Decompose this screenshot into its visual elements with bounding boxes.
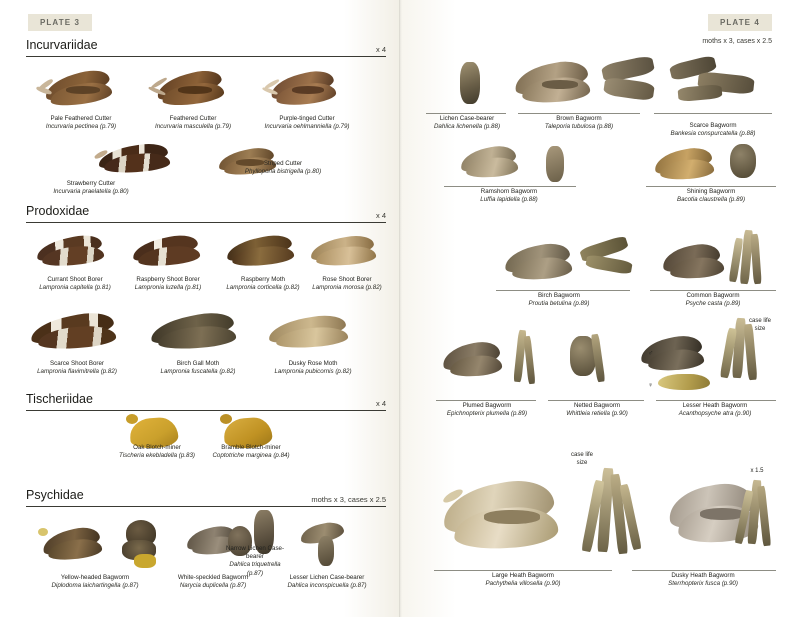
common-name: Purple-tinged Cutter (279, 115, 335, 122)
family-name: Incurvariidae (26, 38, 98, 52)
scientific-name: Acanthopsyche atra (p.90) (678, 410, 752, 418)
caption-whittleia-retiella (542, 402, 652, 418)
scientific-name: Narycia duplicella (p.87) (179, 582, 247, 590)
case-image-pachythelia-villosella (582, 466, 652, 566)
caption-diplodoma-laichartingella (40, 574, 150, 590)
common-name: Rose Shoot Borer (322, 276, 372, 283)
scientific-name: Proutia betulina (p.89) (528, 300, 590, 308)
specimen-image-dahlica-inconspicuella (296, 518, 354, 568)
common-name: Currant Shoot Borer (47, 276, 103, 283)
caption-acanthopsyche-atra (660, 402, 770, 418)
case-image-epichnopterix-plumella (504, 328, 552, 392)
specimen-image-incurvaria-oehlmanniella (262, 62, 354, 110)
caption-lampronia-morosa (292, 276, 402, 292)
common-name: Raspberry Shoot Borer (136, 276, 200, 283)
caption-rule (650, 290, 776, 291)
caption-proutia-betulina (504, 292, 614, 308)
caption-rule (632, 570, 776, 571)
caption-incurvaria-pectinea (26, 115, 136, 131)
specimen-image-lampronia-luzella (128, 228, 214, 272)
scientific-name: Dahlica inconspicuella (p.87) (287, 582, 367, 590)
right-scale-note: moths x 3, cases x 2.5 (702, 38, 772, 45)
caption-rule (436, 400, 536, 401)
scientific-name: Tischeria ekebladella (p.83) (119, 452, 195, 460)
family-name: Psychidae (26, 488, 84, 502)
case-image-taleporia-tubulosa (598, 52, 660, 114)
common-name: Narrow Lichen Case-bearer (225, 545, 285, 561)
common-name: Bramble Blotch-miner (221, 444, 281, 451)
caption-lampronia-flavimitrella (22, 360, 132, 376)
caption-bacotia-claustrella (656, 188, 766, 204)
caption-rule (518, 113, 640, 114)
scientific-name: Phylloporia bistrigella (p.80) (244, 168, 322, 176)
specimen-image-lampronia-pubicornis (264, 308, 362, 354)
scientific-name: Epichnopterix plumella (p.89) (446, 410, 528, 418)
page-gutter (399, 0, 402, 617)
caption-sterrhopterix-fusca (648, 572, 758, 588)
common-name: Lichen Case-bearer (439, 115, 495, 122)
caption-lampronia-luzella (113, 276, 223, 292)
annotation-female-symbol: ♀ (648, 382, 654, 389)
caption-incurvaria-oehlmanniella (252, 115, 362, 131)
scientific-name: Bacotia claustrella (p.89) (676, 196, 746, 204)
common-name: Yellow-headed Bagworm (60, 574, 130, 581)
scientific-name: Diplodoma laichartingella (p.87) (51, 582, 139, 590)
scientific-name: Pachythelia villosella (p.90) (485, 580, 561, 588)
annotation-scale-x15: x 1.5 (750, 468, 764, 474)
caption-dahlica-lichenella (412, 115, 522, 131)
caption-bankesia-conspurcatella (658, 122, 768, 138)
caption-luffia-lapidella (454, 188, 564, 204)
specimen-image-acanthopsyche-atra-larva (656, 368, 716, 398)
family-heading-prodoxidae (26, 202, 386, 223)
scientific-name: Taleporia tubulosa (p.88) (544, 123, 614, 131)
specimen-image-pachythelia-villosella (436, 470, 576, 562)
scientific-name: Lampronia morosa (p.82) (312, 284, 382, 292)
specimen-image-luffia-lapidella (456, 140, 528, 184)
common-name: Birch Gall Moth (176, 360, 220, 367)
specimen-image-proutia-betulina (500, 238, 584, 288)
caption-rule (548, 400, 644, 401)
caption-incurvaria-praelatella (36, 180, 146, 196)
specimen-image-bacotia-claustrella (650, 142, 724, 188)
specimen-image-epichnopterix-plumella (438, 336, 514, 384)
scientific-name: Lampronia fuscatella (p.82) (160, 368, 236, 376)
common-name: Birch Bagworm (538, 292, 580, 299)
scientific-name: Sterrhopterix fusca (p.90) (668, 580, 738, 588)
caption-pachythelia-villosella (468, 572, 578, 588)
specimen-image-incurvaria-masculella (148, 62, 240, 110)
caption-incurvaria-masculella (138, 115, 248, 131)
annotation-male-symbol: ♂ (648, 350, 654, 357)
common-name: Oak Blotch-miner (133, 444, 181, 451)
common-name: Scarce Bagworm (689, 122, 737, 129)
case-image-bankesia-conspurcatella (668, 52, 764, 112)
scientific-name: Lampronia flavimitrella (p.82) (37, 368, 117, 376)
case-image-bacotia-claustrella (722, 138, 772, 188)
common-name: Scarce Shoot Borer (50, 360, 104, 367)
specimen-image-dahlica-lichenella (448, 58, 494, 110)
case-image-acanthopsyche-atra (720, 316, 776, 398)
annotation-case-life-size-2: case life size (570, 452, 593, 466)
specimen-image-lampronia-morosa (306, 228, 392, 272)
case-image-psyche-casta (726, 228, 778, 292)
caption-psyche-casta (658, 292, 768, 308)
scientific-name: Lampronia capitella (p.81) (39, 284, 111, 292)
common-name: Lesser Heath Bagworm (682, 402, 748, 409)
scientific-name: Incurvaria pectinea (p.79) (45, 123, 117, 131)
scientific-name: Lampronia luzella (p.81) (134, 284, 202, 292)
scientific-name: Incurvaria masculella (p.79) (155, 123, 231, 131)
specimen-image-lampronia-capitella (32, 228, 118, 272)
caption-coptotriche-marginea (196, 444, 306, 460)
family-scale: x 4 (375, 399, 386, 408)
common-name: White-speckled Bagworm (177, 574, 249, 581)
caption-rule (646, 186, 776, 187)
scientific-name: Dahlica triquetrella (p.87) (229, 561, 281, 577)
family-heading-tischeriidae (26, 390, 386, 411)
case-image-luffia-lapidella (536, 142, 576, 188)
scientific-name: Incurvaria oehlmanniella (p.79) (264, 123, 350, 131)
caption-epichnopterix-plumella (432, 402, 542, 418)
caption-rule (426, 113, 506, 114)
caption-rule (496, 290, 630, 291)
caption-rule (656, 400, 776, 401)
case-image-whittleia-retiella (560, 330, 624, 392)
family-scale: moths x 3, cases x 2.5 (311, 495, 386, 504)
family-name: Prodoxidae (26, 204, 90, 218)
right-page (400, 0, 800, 617)
case-image-sterrhopterix-fusca (736, 478, 784, 558)
family-heading-incurvariidae (26, 36, 386, 57)
plate-tab-left: PLATE 3 (28, 14, 92, 31)
common-name: Shining Bagworm (686, 188, 736, 195)
common-name: Dusky Rose Moth (288, 360, 338, 367)
specimen-image-incurvaria-praelatella (92, 136, 188, 178)
scientific-name: Incurvaria praelatella (p.80) (53, 188, 129, 196)
caption-lampronia-pubicornis (258, 360, 368, 376)
common-name: Striped Cutter (263, 160, 303, 167)
caption-dahlica-triquetrella (222, 545, 288, 578)
scientific-name: Dahlica lichenella (p.88) (433, 123, 501, 131)
common-name: Plumed Bagworm (462, 402, 512, 409)
caption-rule (654, 113, 772, 114)
case-image-proutia-betulina (578, 232, 638, 290)
family-name: Tischeriidae (26, 392, 93, 406)
specimen-image-lampronia-corticella (222, 228, 308, 272)
scientific-name: Lampronia pubicornis (p.82) (274, 368, 352, 376)
common-name: Large Heath Bagworm (492, 572, 554, 579)
specimen-image-lampronia-fuscatella (146, 306, 250, 354)
caption-rule (444, 186, 576, 187)
caption-phylloporia-bistrigella (228, 160, 338, 176)
caption-lampronia-fuscatella (143, 360, 253, 376)
caption-dahlica-inconspicuella (272, 574, 382, 590)
common-name: Brown Bagworm (556, 115, 602, 122)
common-name: Lesser Lichen Case-bearer (289, 574, 365, 581)
common-name: Strawberry Cutter (66, 180, 116, 187)
family-scale: x 4 (375, 211, 386, 220)
common-name: Dusky Heath Bagworm (671, 572, 735, 579)
scientific-name: Psyche casta (p.89) (685, 300, 741, 308)
common-name: Common Bagworm (686, 292, 740, 299)
common-name: Pale Feathered Cutter (50, 115, 112, 122)
case-image-diplodoma-laichartingella (118, 514, 168, 576)
common-name: Raspberry Moth (240, 276, 286, 283)
family-scale: x 4 (375, 45, 386, 54)
plate-tab-right: PLATE 4 (708, 14, 772, 31)
specimen-image-psyche-casta (658, 238, 734, 286)
scientific-name: Lampronia corticella (p.82) (226, 284, 300, 292)
specimen-image-lampronia-flavimitrella (26, 306, 130, 354)
scientific-name: Whittleia retiella (p.90) (566, 410, 628, 418)
family-heading-psychidae (26, 486, 386, 507)
scientific-name: Bankesia conspurcatella (p.88) (670, 130, 756, 138)
common-name: Netted Bagworm (573, 402, 621, 409)
specimen-image-diplodoma-laichartingella (36, 524, 114, 572)
caption-rule (434, 570, 612, 571)
scientific-name: Luffia lapidella (p.88) (480, 196, 538, 204)
annotation-case-life-size-1: case life size (748, 318, 771, 332)
specimen-image-incurvaria-pectinea (36, 62, 128, 110)
common-name: Ramshorn Bagworm (480, 188, 538, 195)
common-name: Feathered Cutter (169, 115, 217, 122)
specimen-image-taleporia-tubulosa (508, 54, 602, 112)
scientific-name: Coptotriche marginea (p.84) (212, 452, 290, 460)
caption-taleporia-tubulosa (524, 115, 634, 131)
